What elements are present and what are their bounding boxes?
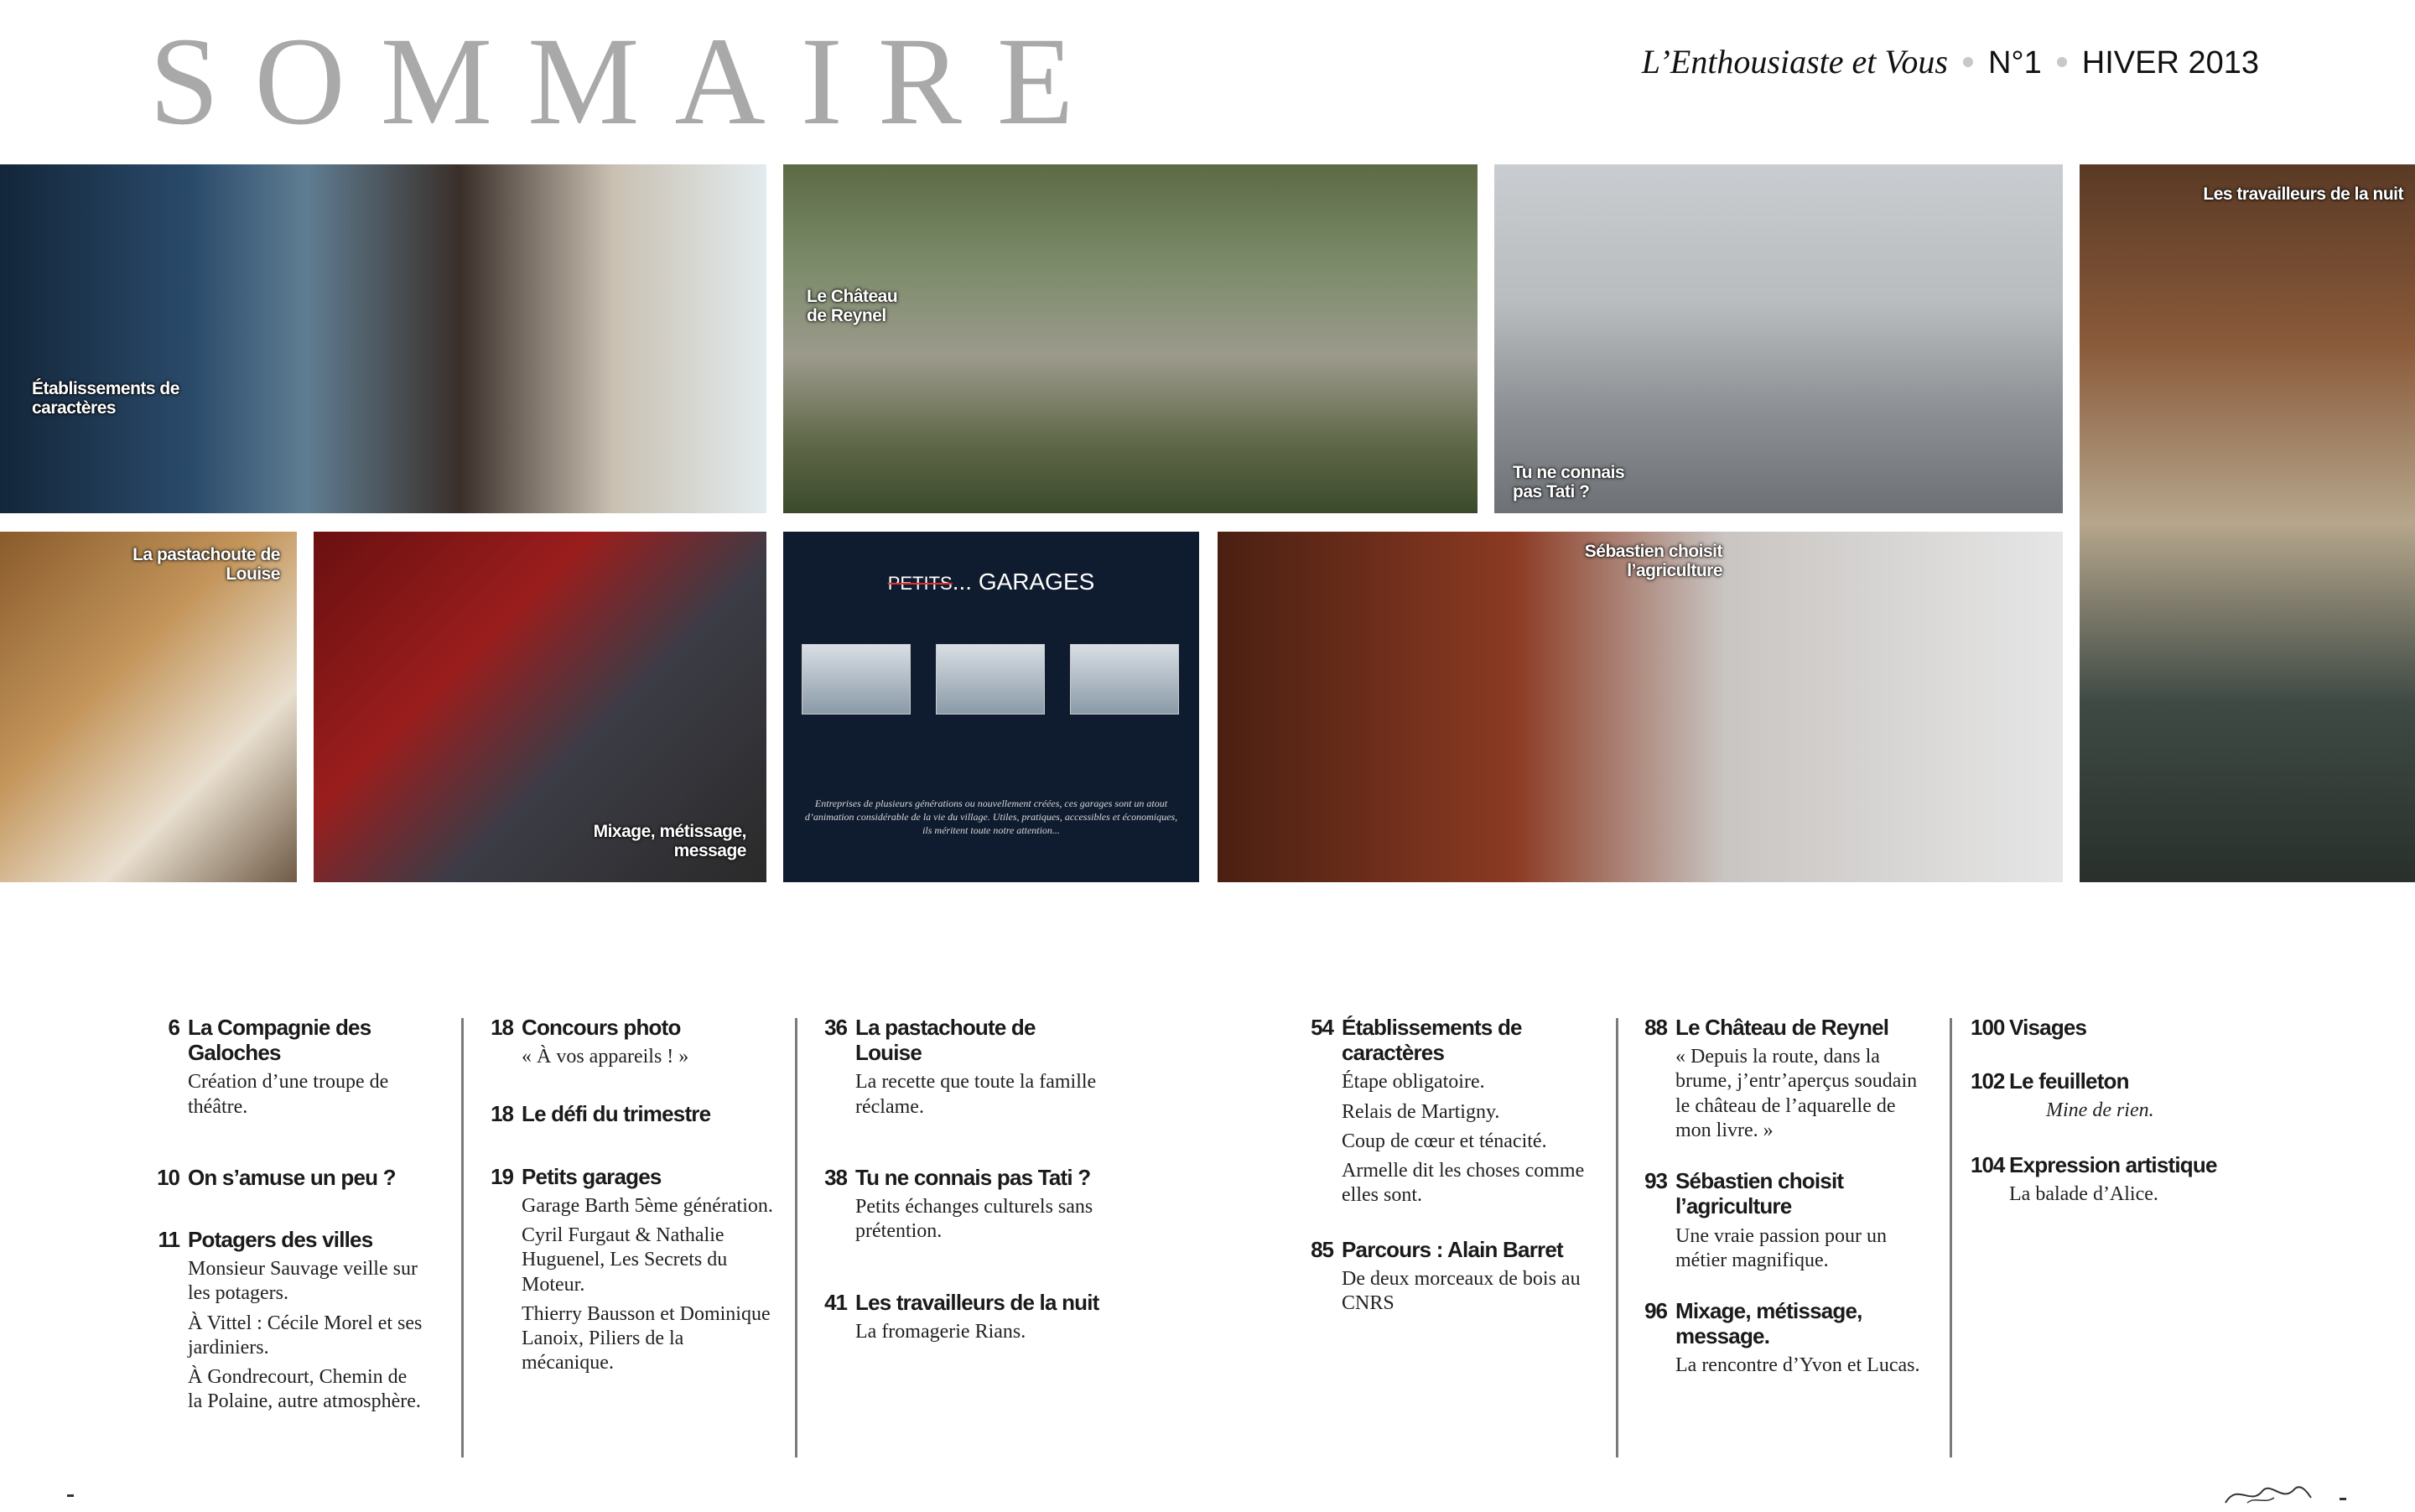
entry-title: Expression artistique: [2009, 1151, 2217, 1177]
toc-entry[interactable]: [1303, 1015, 1597, 1208]
entry-gap: [1971, 1040, 2264, 1068]
entry-description: Mine de rien.: [2046, 1099, 2154, 1122]
photo-caption: Les travailleurs de la nuit: [2203, 184, 2403, 204]
entry-description: Cyril Furgaut & Nathalie Huguenel, Les Secrets du Moteur.: [522, 1224, 728, 1296]
magazine-name: L’Enthousiaste et Vous: [1641, 43, 1948, 81]
toc-entry[interactable]: [817, 1015, 1102, 1120]
toc-entry[interactable]: [1971, 1152, 2264, 1207]
entry-title: Parcours : Alain Barret: [1342, 1236, 1563, 1262]
entry-description: Coup de cœur et ténacité.: [1342, 1130, 1547, 1152]
entry-description: La fromagerie Rians.: [855, 1320, 1026, 1343]
toc-entry[interactable]: [149, 1165, 426, 1190]
ornament-logo: [2222, 1478, 2314, 1508]
toc-entry[interactable]: [483, 1101, 776, 1126]
page-number: 93: [1644, 1168, 1667, 1194]
garage-thumbnail: [936, 644, 1045, 714]
entry-gap: [1303, 1208, 1597, 1237]
entry-description: Relais de Martigny.: [1342, 1100, 1500, 1123]
entry-description: À Gondrecourt, Chemin de la Polaine, autre atmosphère.: [188, 1366, 421, 1413]
entry-gap: [817, 1244, 1102, 1290]
toc-entry[interactable]: [149, 1227, 426, 1415]
entry-title: Mixage, métissage, message.: [1675, 1298, 1862, 1349]
entry-description: Garage Barth 5ème génération.: [522, 1194, 773, 1217]
masthead: [1642, 42, 2259, 81]
entry-description: De deux morceaux de bois au CNRS: [1342, 1267, 1581, 1315]
toc-entry[interactable]: [483, 1015, 776, 1069]
page-number: 36: [824, 1015, 847, 1040]
toc-entry[interactable]: [1637, 1168, 1930, 1273]
toc-column: [149, 1015, 426, 1415]
toc-entry[interactable]: [1637, 1298, 1930, 1379]
entry-title: Le Château de Reynel: [1675, 1015, 1889, 1040]
photo-travailleurs-nuit: [2080, 164, 2415, 882]
column-divider: [795, 1018, 797, 1457]
entry-title: Petits garages: [522, 1163, 662, 1189]
garage-thumbnail: [1070, 644, 1179, 714]
page-number: 54: [1311, 1015, 1333, 1040]
garages-title: [783, 569, 1199, 595]
entry-title: On s’amuse un peu ?: [188, 1164, 396, 1190]
entry-title: Concours photo: [522, 1015, 681, 1040]
garage-thumbnail: [802, 644, 911, 714]
entry-title: Visages: [2009, 1015, 2087, 1040]
entry-gap: [483, 1127, 776, 1164]
entry-description: Armelle dit les choses comme elles sont.: [1342, 1160, 1585, 1207]
page-number: 88: [1644, 1015, 1667, 1040]
toc-column: [1637, 1015, 1930, 1379]
entry-title: Le défi du trimestre: [522, 1101, 711, 1127]
issue-season: HIVER 2013: [2081, 45, 2259, 81]
photo-mixage: [314, 532, 766, 882]
page-number: 19: [491, 1163, 513, 1189]
entry-gap: [817, 1120, 1102, 1165]
entry-description: Création d’une troupe de théâtre.: [188, 1071, 389, 1118]
toc-entry[interactable]: [1637, 1015, 1930, 1143]
entry-gap: [483, 1069, 776, 1101]
toc-entry[interactable]: [817, 1290, 1102, 1344]
photo-chateau: [783, 164, 1478, 513]
separator-dot: [1963, 57, 1973, 67]
column-divider: [1616, 1018, 1618, 1457]
toc-entry[interactable]: [1971, 1015, 2264, 1040]
entry-description: La balade d’Alice.: [2009, 1182, 2158, 1205]
entry-title: Potagers des villes: [188, 1227, 373, 1252]
entry-title: Les travailleurs de la nuit: [855, 1289, 1099, 1315]
entry-title: Établissements de caractères: [1342, 1015, 1522, 1066]
toc-entry[interactable]: [483, 1164, 776, 1376]
issue-number: N°1: [1987, 45, 2042, 81]
page-number: 100: [1971, 1015, 2005, 1040]
toc-column: [483, 1015, 776, 1376]
entry-title: La Compagnie des Galoches: [188, 1015, 371, 1066]
toc-entry[interactable]: [1303, 1237, 1597, 1317]
page-number: 18: [491, 1015, 513, 1040]
toc-entry[interactable]: [149, 1015, 426, 1120]
garages-panel: [783, 532, 1199, 882]
page-number: 104: [1971, 1151, 2005, 1177]
toc-column: [1971, 1015, 2264, 1207]
toc-column: [1303, 1015, 1597, 1316]
entry-description: À Vittel : Cécile Morel et ses jardiniers.: [188, 1312, 423, 1359]
photo-louise: [0, 532, 297, 882]
photo-caption: Établissements de caractères: [32, 379, 179, 418]
entry-description: Monsieur Sauvage veille sur les potagers.: [188, 1258, 418, 1305]
photo-tracteur: [1218, 532, 2063, 882]
page-number: 85: [1311, 1236, 1333, 1262]
entry-gap: [1637, 1273, 1930, 1298]
entry-gap: [149, 1190, 426, 1227]
garages-text: Entreprises de plusieurs générations ou nouvellement créées, ces garages sont un atout d’animation considérable de la vie du village. Utiles, pratiques, accessibles et économiques, ils méritent toute notre attention...: [804, 798, 1178, 837]
page-number: 96: [1644, 1298, 1667, 1324]
garages-title-text: ... GARAGES: [952, 569, 1095, 595]
column-divider: [1950, 1018, 1952, 1457]
photo-tati: [1494, 164, 2063, 513]
photo-caption: La pastachoute de Louise: [132, 545, 280, 585]
folio-mark: [2340, 1498, 2346, 1500]
photo-caption: Sébastien choisit l’agriculture: [1584, 542, 1722, 581]
page-number: 38: [824, 1164, 847, 1190]
page-number: 102: [1971, 1068, 2005, 1094]
column-divider: [461, 1018, 464, 1457]
photo-caption: Tu ne connais pas Tati ?: [1513, 463, 1625, 502]
photo-caption: Mixage, métissage, message: [593, 822, 746, 861]
entry-title: Tu ne connais pas Tati ?: [855, 1164, 1091, 1190]
entry-description: Une vraie passion pour un métier magnifique.: [1675, 1224, 1887, 1271]
toc-column: [817, 1015, 1102, 1344]
entry-description: Thierry Bausson et Dominique Lanoix, Piliers de la mécanique.: [522, 1302, 771, 1374]
entry-gap: [1637, 1143, 1930, 1168]
toc-entry[interactable]: [1971, 1068, 2264, 1123]
toc-entry[interactable]: [817, 1165, 1102, 1244]
entry-description: La rencontre d’Yvon et Lucas.: [1675, 1354, 1920, 1377]
entry-description: Petits échanges culturels sans prétention.: [855, 1196, 1093, 1243]
garages-title-strike: PETITS: [887, 573, 953, 594]
separator-dot: [2057, 57, 2067, 67]
entry-description: « Depuis la route, dans la brume, j’entr’aperçus soudain le château de l’aquarelle de mon livre. »: [1675, 1046, 1918, 1141]
entry-gap: [149, 1120, 426, 1165]
page-number: 11: [158, 1227, 179, 1252]
entry-title: Le feuilleton: [2009, 1068, 2129, 1094]
entry-title: La pastachoute de Louise: [855, 1015, 1036, 1066]
page-number: 6: [168, 1015, 179, 1040]
entry-description: Étape obligatoire.: [1342, 1071, 1485, 1094]
entry-gap: [1971, 1124, 2264, 1152]
folio-mark: [67, 1494, 74, 1497]
entry-title: Sébastien choisit l’agriculture: [1675, 1168, 1844, 1219]
page-number: 10: [157, 1164, 179, 1190]
entry-description: La recette que toute la famille réclame.: [855, 1071, 1097, 1118]
entry-description: « À vos appareils ! »: [522, 1046, 689, 1068]
page-title: SOMMAIRE: [149, 12, 1109, 151]
photo-bar: [0, 164, 766, 513]
page-number: 41: [824, 1289, 847, 1315]
photo-caption: Le Château de Reynel: [807, 287, 898, 326]
page-number: 18: [491, 1101, 513, 1127]
